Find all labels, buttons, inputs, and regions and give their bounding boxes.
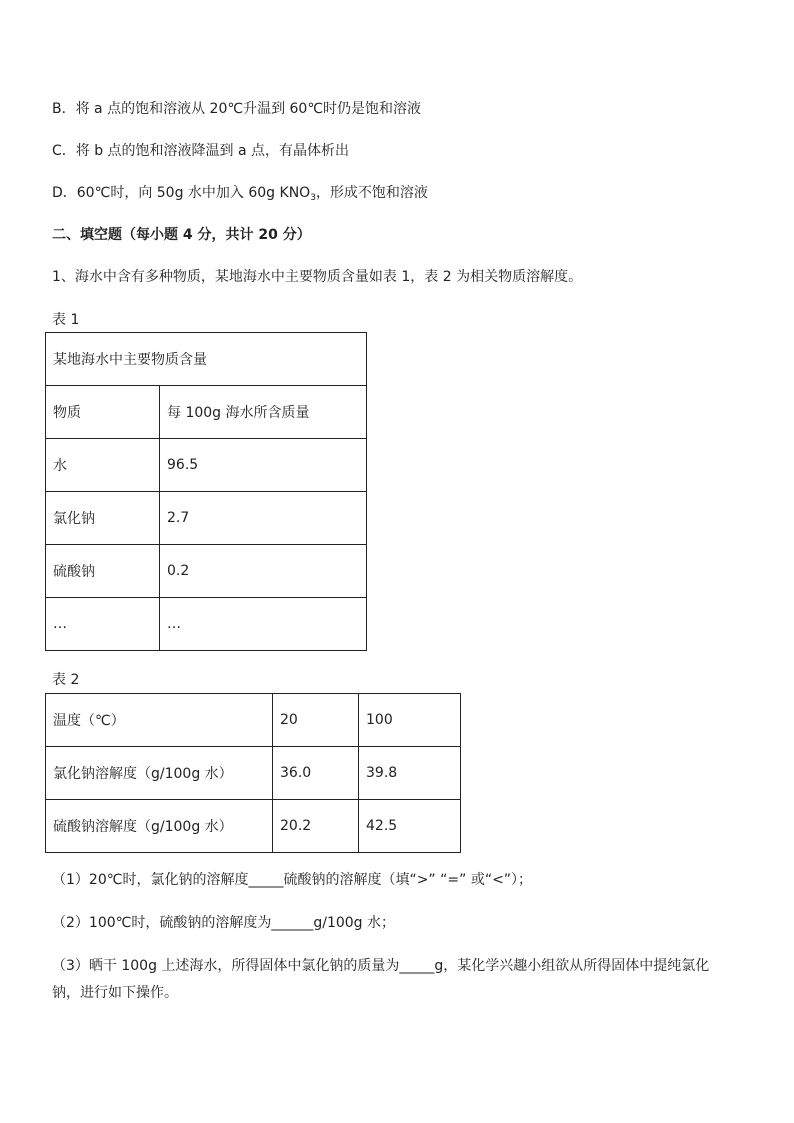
- option-d-subscript: 3: [310, 193, 316, 203]
- table-cell: 氯化钠溶解度（g/100g 水）: [46, 747, 273, 800]
- table-row: [46, 492, 367, 545]
- subquestion-3-line-1: （3）晒干 100g 上述海水，所得固体中氯化钠的质量为_____g，某化学兴趣小组欲从所得固体中提纯氯化: [52, 958, 710, 974]
- table-1-caption: 表 1: [52, 312, 80, 328]
- section-heading: 二、填空题（每小题 4 分，共计 20 分）: [52, 227, 311, 243]
- table-cell: …: [160, 598, 367, 651]
- option-c: C．将 b 点的饱和溶液降温到 a 点，有晶体析出: [52, 143, 350, 159]
- table-cell: 2.7: [160, 492, 367, 545]
- option-d-suffix: ，形成不饱和溶液: [315, 185, 428, 201]
- table-cell: 20.2: [273, 800, 359, 853]
- table-cell: 每 100g 海水所含质量: [160, 386, 367, 439]
- option-d: [52, 183, 428, 203]
- table-row: [46, 545, 367, 598]
- table-cell: 氯化钠: [46, 492, 160, 545]
- table-row: [46, 439, 367, 492]
- question-1-intro: 1、海水中含有多种物质，某地海水中主要物质含量如表 1，表 2 为相关物质溶解度。: [52, 269, 583, 285]
- table-cell: 0.2: [160, 545, 367, 598]
- table-2-caption: 表 2: [52, 672, 80, 688]
- table-row: [46, 386, 367, 439]
- subquestion-3-line-2: 钠，进行如下操作。: [52, 985, 178, 1001]
- table-cell: …: [46, 598, 160, 651]
- table-cell: 42.5: [359, 800, 461, 853]
- table-cell: 39.8: [359, 747, 461, 800]
- table-1: [45, 332, 367, 651]
- table-cell: 物质: [46, 386, 160, 439]
- table-cell: 96.5: [160, 439, 367, 492]
- table-row: [46, 747, 461, 800]
- option-d-prefix: D．60℃时，向 50g 水中加入 60g KNO: [52, 185, 311, 201]
- table-row: [46, 333, 367, 386]
- table-cell: 硫酸钠: [46, 545, 160, 598]
- table-cell: 36.0: [273, 747, 359, 800]
- table-cell: 100: [359, 694, 461, 747]
- table-row: [46, 598, 367, 651]
- option-b: B．将 a 点的饱和溶液从 20℃升温到 60℃时仍是饱和溶液: [52, 101, 422, 117]
- table-row: [46, 800, 461, 853]
- table-cell: 20: [273, 694, 359, 747]
- table-cell: 温度（℃）: [46, 694, 273, 747]
- table-cell: 水: [46, 439, 160, 492]
- table-cell: 硫酸钠溶解度（g/100g 水）: [46, 800, 273, 853]
- table-1-title: 某地海水中主要物质含量: [46, 333, 367, 386]
- subquestion-1: （1）20℃时，氯化钠的溶解度_____硫酸钠的溶解度（填“>” “=” 或“<”）；: [52, 872, 533, 888]
- table-2: [45, 693, 461, 853]
- table-row: [46, 694, 461, 747]
- subquestion-2: （2）100℃时，硫酸钠的溶解度为______g/100g 水；: [52, 915, 396, 931]
